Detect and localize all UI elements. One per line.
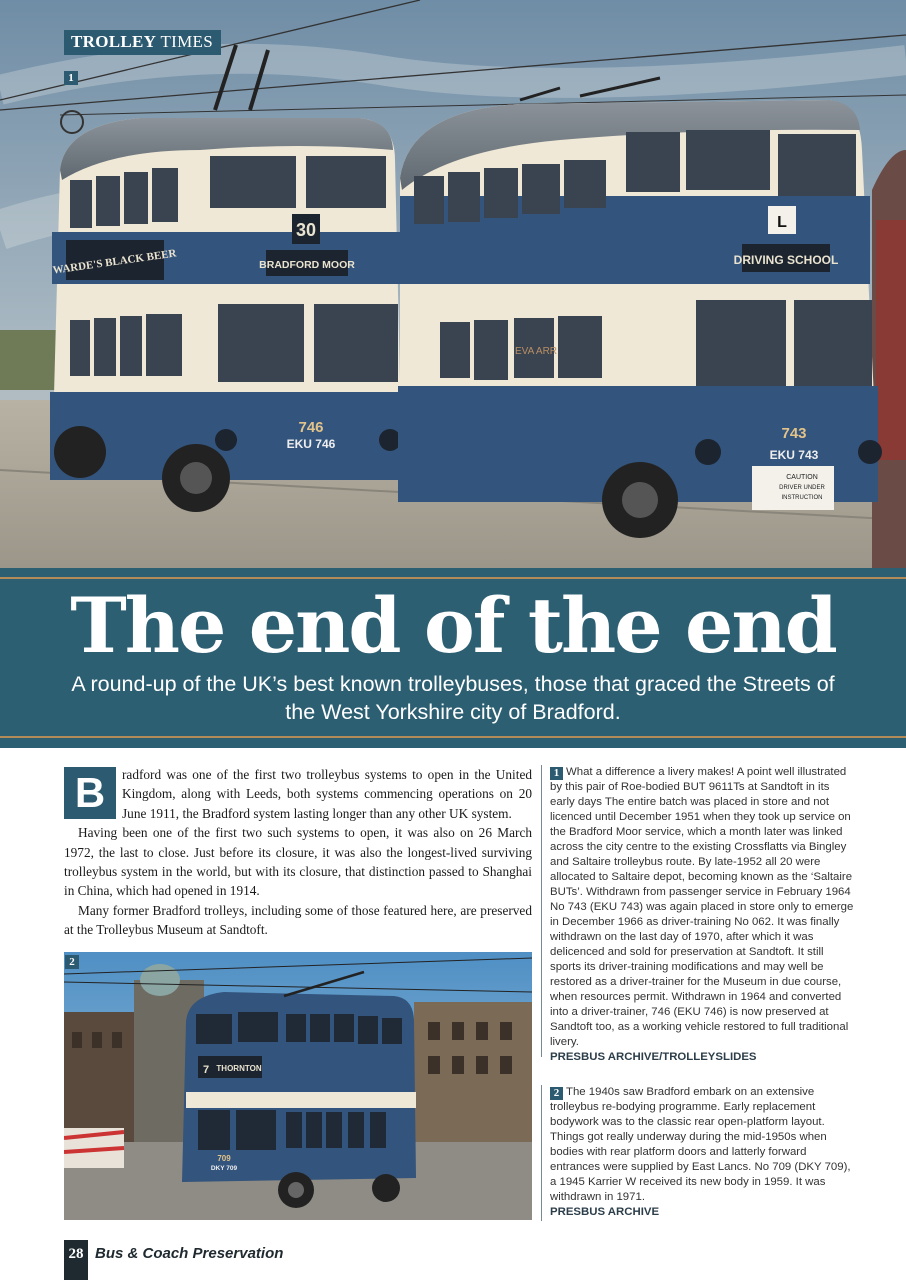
left-bus-dest-name: BRADFORD MOOR <box>259 259 355 271</box>
left-bus-dest-number: 30 <box>295 220 317 240</box>
hero-photo-illustration <box>0 0 906 568</box>
right-bus-caution-line-3: INSTRUCTION <box>781 495 823 501</box>
section-tag <box>64 30 221 55</box>
photo-2-dest-number: 7 <box>202 1064 210 1076</box>
article-headline: The end of the end <box>70 581 836 670</box>
left-bus-side-ad: WARDE'S BLACK BEER <box>52 247 178 277</box>
drop-cap: B <box>64 767 116 819</box>
photo-2 <box>64 952 532 1220</box>
body-paragraph-1-text: radford was one of the first two trolleybus systems to open in the United Kingdom, along with Leeds, both systems commencing operations on 20 June 1911, the Bradford system lasting longer than any other UK system. <box>122 767 532 821</box>
article-deck: A round-up of the UK’s best known trolleybuses, those that graced the Streets of the West Yorkshire city of Bradford. <box>71 672 835 724</box>
caption-1-credit: PRESBUS ARCHIVE/TROLLEYSLIDES <box>550 1051 757 1063</box>
right-bus-plate-sign: L <box>777 214 787 231</box>
left-bus-registration: EKU 746 <box>286 437 336 451</box>
photo-2-registration: DKY 709 <box>210 1165 238 1172</box>
article-body <box>64 765 532 940</box>
right-bus-fleet-number: 743 <box>781 425 807 442</box>
magazine-title: Bus & Coach Preservation <box>95 1245 284 1262</box>
caption-2 <box>550 1085 854 1220</box>
right-bus-caution-line-2: DRIVER UNDER <box>779 485 825 491</box>
caption-2-credit: PRESBUS ARCHIVE <box>550 1206 660 1218</box>
page-number: 28 <box>64 1240 88 1280</box>
right-bus-dest-name: DRIVING SCHOOL <box>733 253 839 267</box>
caption-1-number: 1 <box>550 767 563 780</box>
hero-photo <box>0 0 906 568</box>
photo-2-number: 2 <box>65 955 79 969</box>
right-bus-registration: EKU 743 <box>769 448 819 462</box>
photo-2-dest-name: THORNTON <box>216 1064 262 1073</box>
section-tag-rest: TIMES <box>160 32 213 51</box>
caption-1-text: What a difference a livery makes! A point well illustrated by this pair of Roe-bodied BUT 9611Ts at Sandtoft in its early days The entire batch was placed in store and not licenced until December 1951 when they took up service on the Bradford Moor service, which a month later was linked across the city centre to the existing Crossflatts via Bingley and Saltaire trolleybus route. By late-1952 all 20 were allocated to Saltaire depot, becoming known as the ‘Saltaire BUTs’. Withdrawn from passenger service in February 1964 No 743 (EKU 743) was again placed in store only to emerge in December 1966 as driver-training No 062. It was finally withdrawn on the last day of 1970, after which it was delicenced and sold for preservation at Sandtoft. It still sports its driver-training modifications and may well be restored as a driver-trainer for the Museum in due course, when resources permit. Withdrawn in 1964 and converted into a driver-trainer, 746 (EKU 746) is now preserved at Sandtoft too, as a working vehicle restored to full traditional livery. <box>550 766 854 1048</box>
body-paragraph-3: Many former Bradford trolleys, including some of those featured here, are preserved at the Trolleybus Museum at Sandtoft. <box>64 902 532 938</box>
body-paragraph-1 <box>64 765 532 823</box>
caption-2-number: 2 <box>550 1087 563 1100</box>
photo-2-illustration <box>64 952 532 1220</box>
caption-1 <box>550 765 854 1065</box>
section-tag-bold: TROLLEY <box>71 32 157 51</box>
photo-1-number: 1 <box>64 71 78 85</box>
banner-rule-bottom <box>0 736 906 738</box>
right-bus-window-text: EVA ARR <box>514 346 558 357</box>
caption-2-divider <box>541 1085 542 1221</box>
left-bus-fleet-number: 746 <box>298 419 324 436</box>
right-bus-caution-line-1: CAUTION <box>786 474 818 481</box>
caption-2-text: The 1940s saw Bradford embark on an extensive trolleybus re-bodying programme. Early replacement bodywork was to the classic rear open-platform layout. Things got really underway during the mid-1950s when bodies with rear platform doors and latterly forward entrances were supplied by East Lancs. No 709 (DKY 709), a 1945 Karrier W received its new body in 1959. It was withdrawn in 1971. <box>550 1086 851 1203</box>
body-paragraph-2: Having been one of the first two such systems to open, it was also on 26 March 1972, the last to close. Just before its closure, it was also the longest-lived surviving trolleybus system in the world, but with its closure, that distinction passed to Shanghai in China, which had opened in 1914. <box>64 825 532 899</box>
caption-1-divider <box>541 765 542 1057</box>
photo-2-fleet-number: 709 <box>217 1154 231 1163</box>
